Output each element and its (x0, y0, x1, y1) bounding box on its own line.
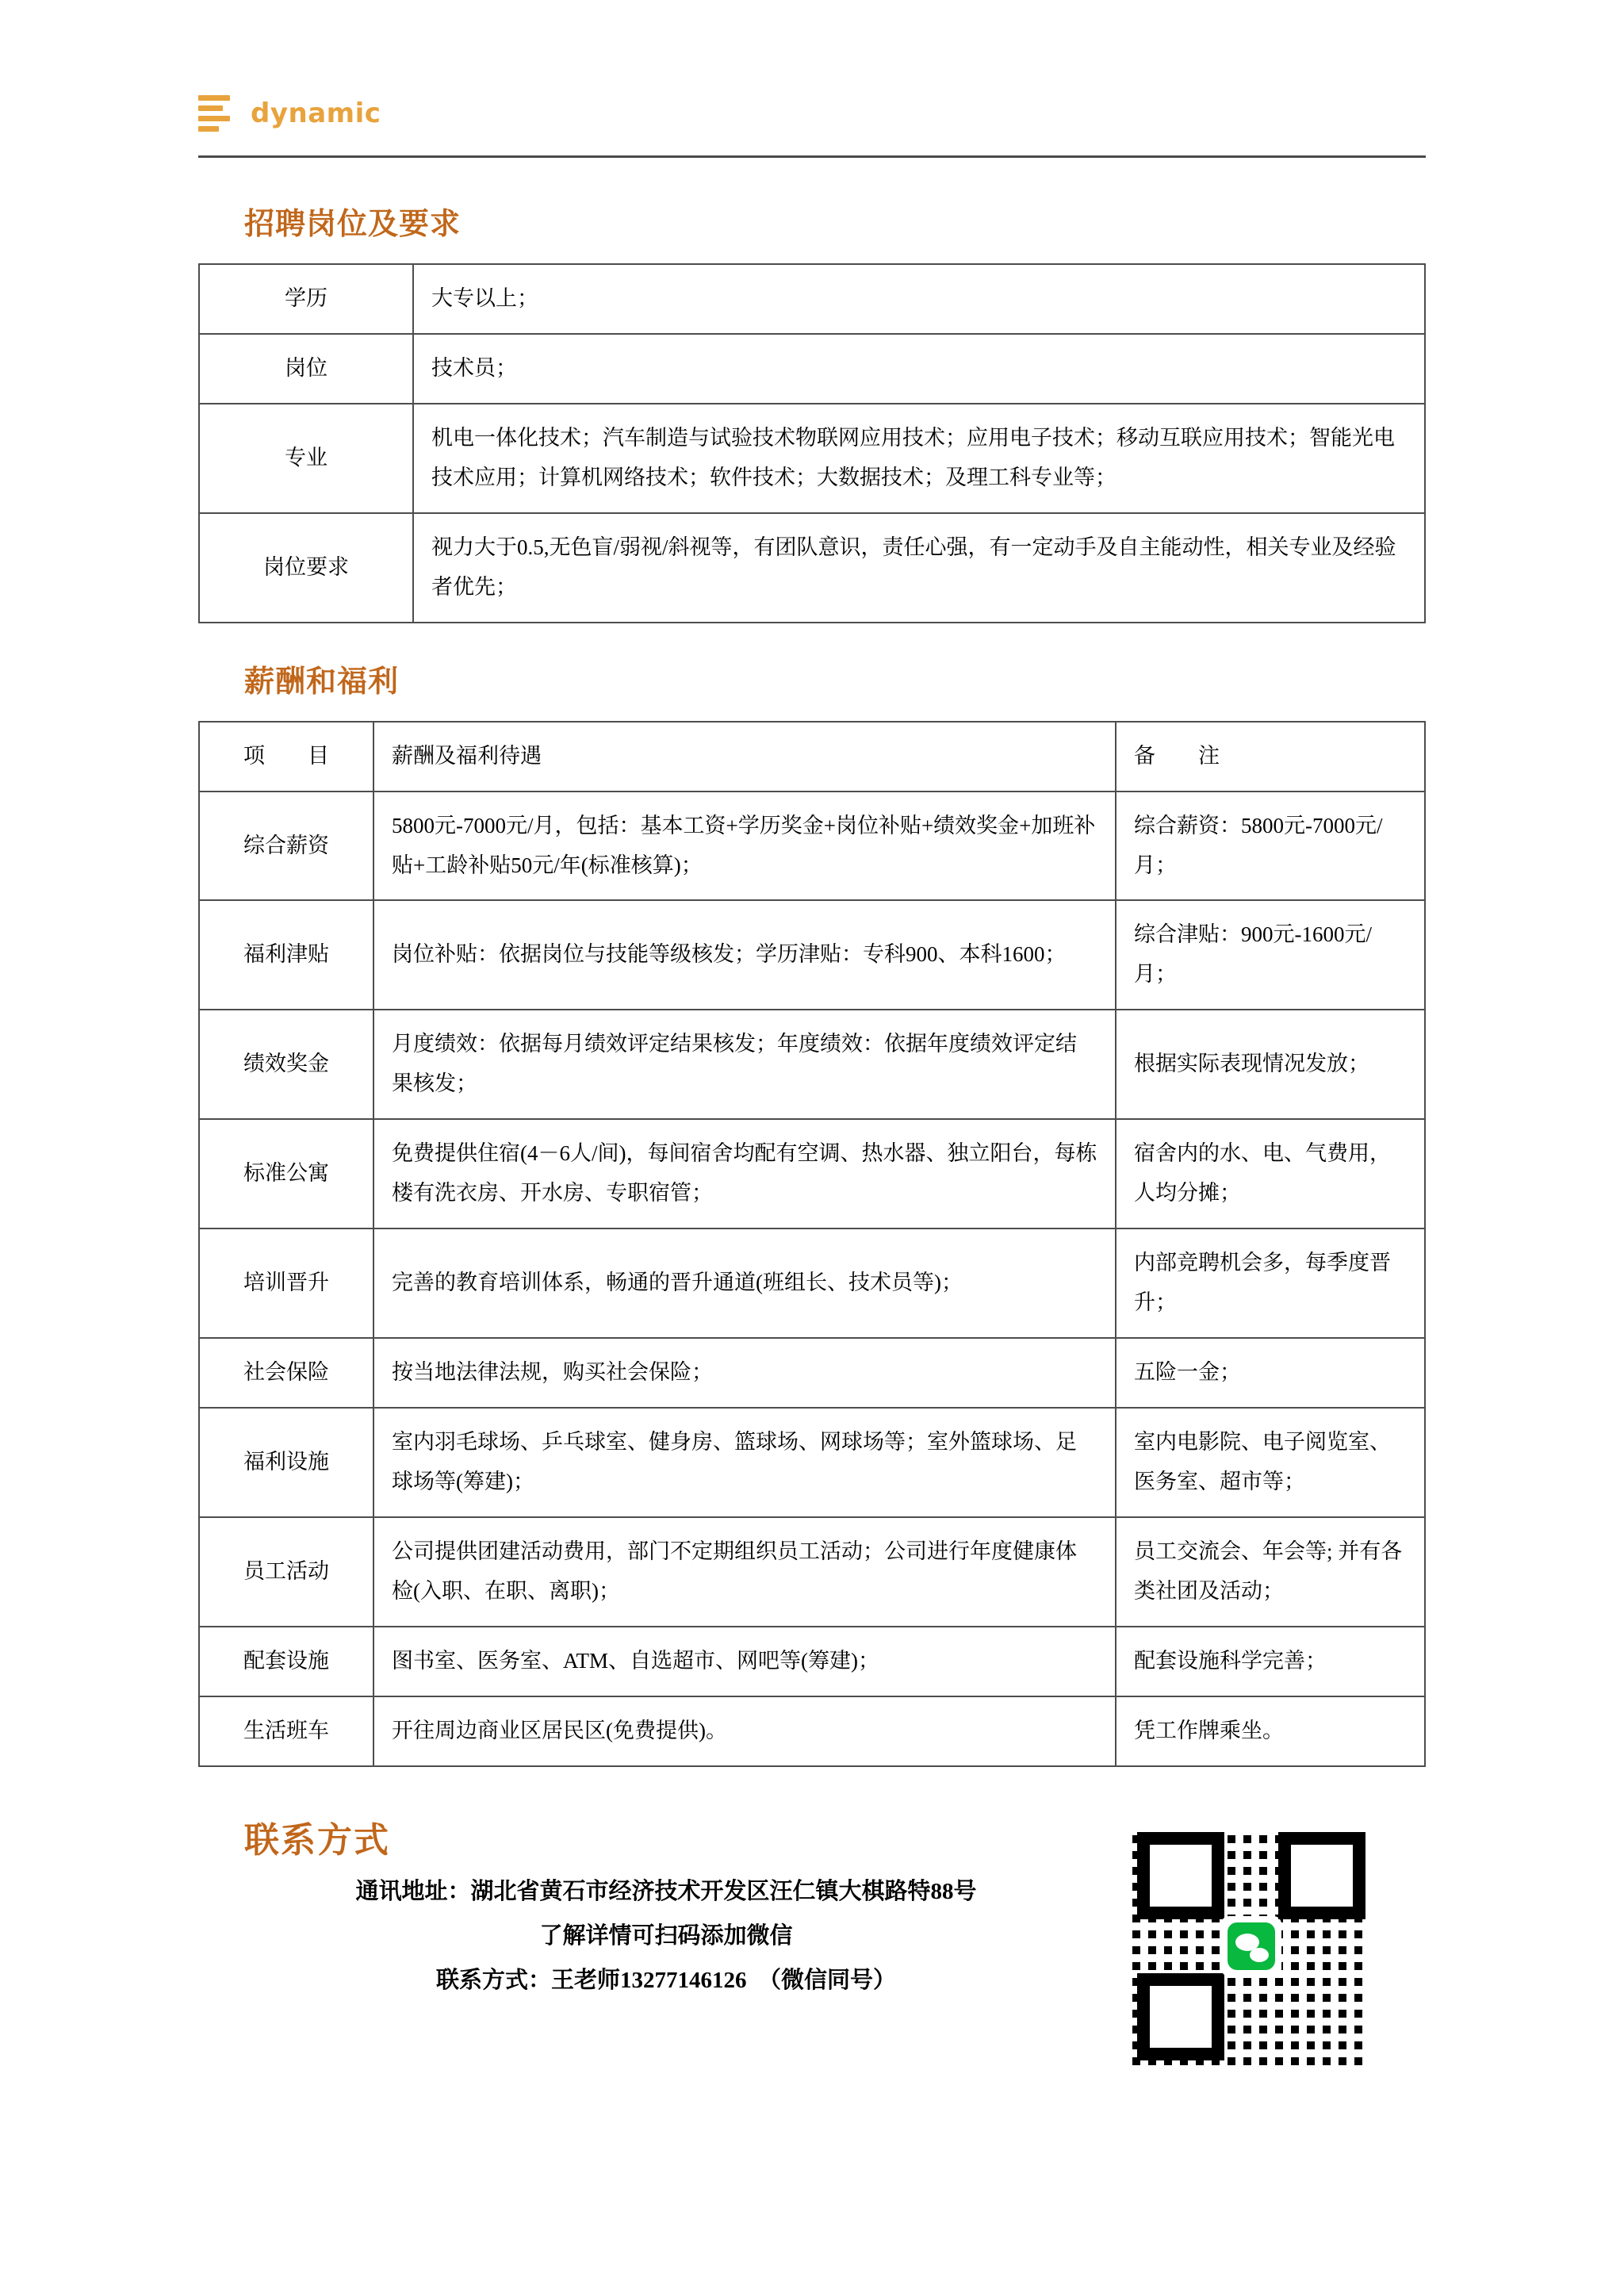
benefit-item: 员工活动 (199, 1517, 373, 1627)
table-row (199, 792, 1425, 901)
benefit-item: 配套设施 (199, 1627, 373, 1696)
table-row (199, 1627, 1425, 1696)
table-header-row (199, 722, 1425, 792)
benefit-note: 凭工作牌乘坐。 (1116, 1696, 1425, 1766)
requirements-table (198, 263, 1426, 623)
requirement-content: 大专以上； (413, 264, 1425, 334)
requirement-label: 岗位要求 (199, 513, 413, 623)
contact-phone: 联系方式：王老师13277146126 （微信同号） (435, 1968, 896, 1994)
benefit-item: 绩效奖金 (199, 1010, 373, 1119)
benefit-note: 配套设施科学完善； (1116, 1627, 1425, 1696)
benefit-item: 社会保险 (199, 1338, 373, 1408)
benefit-note: 综合薪资：5800元-7000元/月； (1116, 792, 1425, 901)
benefit-content: 开往周边商业区居民区(免费提供)。 (373, 1696, 1116, 1766)
benefits-table (198, 721, 1426, 1767)
requirement-content: 视力大于0.5,无色盲/弱视/斜视等，有团队意识，责任心强，有一定动手及自主能动性，相关专业及经验者优先； (413, 513, 1425, 623)
benefit-content: 公司提供团建活动费用，部门不定期组织员工活动；公司进行年度健康体检(入职、在职、离职)； (373, 1517, 1116, 1627)
table-row (199, 1408, 1425, 1517)
table-row (199, 264, 1425, 334)
wechat-icon (1228, 1922, 1275, 1970)
benefit-item: 培训晋升 (199, 1228, 373, 1338)
table-row (199, 404, 1425, 513)
contact-section (198, 1811, 1426, 2073)
table-row (199, 1517, 1425, 1627)
table-row (199, 513, 1425, 623)
requirement-label: 岗位 (199, 334, 413, 404)
qr-code-icon (1132, 1827, 1370, 2065)
benefit-item: 生活班车 (199, 1696, 373, 1766)
contact-details (198, 1873, 1134, 1999)
requirement-content: 技术员； (413, 334, 1425, 404)
benefit-item: 综合薪资 (199, 792, 373, 901)
table-row (199, 1228, 1425, 1338)
dynamic-logo-icon (198, 95, 230, 132)
benefit-note: 宿舍内的水、电、气费用，人均分摊； (1116, 1119, 1425, 1228)
benefit-note: 综合津贴：900元-1600元/月； (1116, 900, 1425, 1010)
benefit-item: 标准公寓 (199, 1119, 373, 1228)
wechat-qr-code (1132, 1827, 1370, 2065)
benefit-content: 岗位补贴：依据岗位与技能等级核发；学历津贴：专科900、本科1600； (373, 900, 1116, 1010)
table-row (199, 1010, 1425, 1119)
qr-finder-bottom-left (1137, 1973, 1224, 2060)
table-row (199, 1338, 1425, 1408)
contact-scan-hint: 了解详情可扫码添加微信 (539, 1922, 793, 1949)
benefits-header-content: 薪酬及福利待遇 (373, 722, 1116, 792)
section-title-contact: 联系方式 (244, 1819, 390, 1861)
benefit-content: 完善的教育培训体系，畅通的晋升通道(班组长、技术员等)； (373, 1228, 1116, 1338)
benefit-item: 福利津贴 (199, 900, 373, 1010)
document-header (198, 0, 1426, 132)
benefit-note: 室内电影院、电子阅览室、医务室、超市等； (1116, 1408, 1425, 1517)
benefit-note: 员工交流会、年会等; 并有各类社团及活动； (1116, 1517, 1425, 1627)
table-row (199, 1119, 1425, 1228)
requirement-content: 机电一体化技术；汽车制造与试验技术物联网应用技术；应用电子技术；移动互联应用技术；智能光电技术应用；计算机网络技术；软件技术；大数据技术；及理工科专业等； (413, 404, 1425, 513)
benefit-note: 五险一金； (1116, 1338, 1425, 1408)
table-row (199, 334, 1425, 404)
benefit-content: 图书室、医务室、ATM、自选超市、网吧等(筹建)； (373, 1627, 1116, 1696)
benefit-content: 月度绩效：依据每月绩效评定结果核发；年度绩效：依据年度绩效评定结果核发； (373, 1010, 1116, 1119)
table-row (199, 1696, 1425, 1766)
requirement-label: 学历 (199, 264, 413, 334)
table-row (199, 900, 1425, 1010)
benefit-note: 根据实际表现情况发放； (1116, 1010, 1425, 1119)
header-divider (198, 155, 1426, 158)
requirement-label: 专业 (199, 404, 413, 513)
benefits-header-note: 备 注 (1116, 722, 1425, 792)
qr-logo-center (1221, 1916, 1281, 1976)
benefit-item: 福利设施 (199, 1408, 373, 1517)
contact-address: 通讯地址：湖北省黄石市经济技术开发区汪仁镇大棋路特88号 (355, 1878, 977, 1904)
benefit-content: 免费提供住宿(4－6人/间)，每间宿舍均配有空调、热水器、独立阳台，每栋楼有洗衣房、开水房、专职宿管； (373, 1119, 1116, 1228)
section-title-salary: 薪酬和福利 (244, 663, 400, 699)
brand-name: dynamic (251, 98, 381, 129)
benefit-content: 5800元-7000元/月，包括：基本工资+学历奖金+岗位补贴+绩效奖金+加班补贴+工龄补贴50元/年(标准核算)； (373, 792, 1116, 901)
benefit-note: 内部竞聘机会多，每季度晋升； (1116, 1228, 1425, 1338)
section-title-recruitment: 招聘岗位及要求 (244, 206, 462, 241)
benefit-content: 按当地法律法规，购买社会保险； (373, 1338, 1116, 1408)
benefit-content: 室内羽毛球场、乒乓球室、健身房、篮球场、网球场等；室外篮球场、足球场等(筹建)； (373, 1408, 1116, 1517)
benefits-header-item: 项 目 (199, 722, 373, 792)
